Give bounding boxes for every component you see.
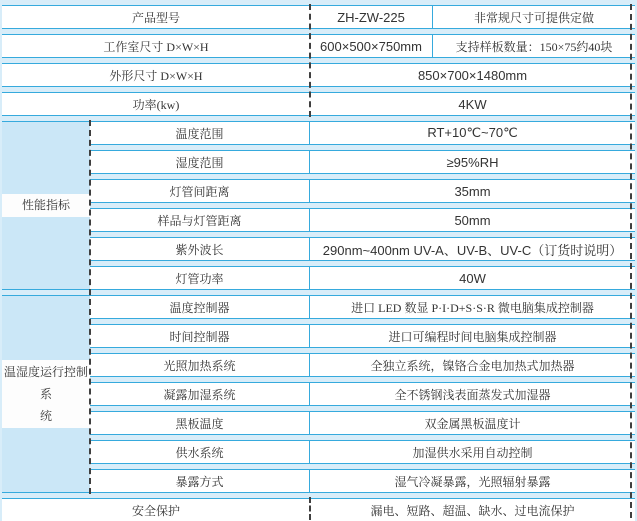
spec-label-workroom-size: 工作室尺寸 D×W×H — [2, 34, 310, 58]
spec-param-sample-lamp-distance: 样品与灯管距离 — [90, 208, 310, 232]
spec-value-lamp-power: 40W — [310, 266, 635, 290]
section-title-band — [2, 360, 90, 428]
spec-param-time-controller: 时间控制器 — [90, 324, 310, 348]
table-row — [2, 469, 635, 493]
product-spec-table — [2, 0, 635, 521]
spec-value-blackboard-temp: 双金属黑板温度计 — [310, 411, 635, 435]
table-row — [2, 411, 635, 435]
spec-extra-sample-capacity: 支持样板数量：150×75约40块 — [433, 34, 635, 58]
spec-label-outer-size: 外形尺寸 D×W×H — [2, 63, 310, 87]
spec-param-light-heating: 光照加热系统 — [90, 353, 310, 377]
spec-value-sample-lamp-distance: 50mm — [310, 208, 635, 232]
spec-value-light-heating: 全独立系统，镍铬合金电加热式加热器 — [310, 353, 635, 377]
table-row — [2, 353, 635, 377]
section-title-band: 性能指标 — [2, 194, 90, 217]
spec-param-exposure-mode: 暴露方式 — [90, 469, 310, 493]
section-title-control-system — [2, 295, 90, 493]
section-title-performance — [2, 121, 90, 290]
spec-label-power: 功率(kw) — [2, 92, 310, 116]
table-row — [2, 498, 635, 521]
spec-value-uv-wavelength: 290nm~400nm UV-A、UV-B、UV-C（订货时说明） — [310, 237, 635, 261]
spec-value-condensation-humidify: 全不锈钢浅表面蒸发式加湿器 — [310, 382, 635, 406]
spec-param-humidity-range: 湿度范围 — [90, 150, 310, 174]
spec-value-temp-range: RT+10℃~70℃ — [310, 121, 635, 145]
table-row — [2, 208, 635, 232]
section-title-line1: 温湿度运行控制系 — [3, 365, 88, 401]
table-row — [2, 5, 635, 29]
spec-value-time-controller: 进口可编程时间电脑集成控制器 — [310, 324, 635, 348]
spec-value-outer-size: 850×700×1480mm — [310, 63, 635, 87]
table-row — [2, 34, 635, 58]
spec-value-lamp-spacing: 35mm — [310, 179, 635, 203]
spec-param-temp-controller: 温度控制器 — [90, 295, 310, 319]
spec-param-water-supply: 供水系统 — [90, 440, 310, 464]
table-row — [2, 121, 635, 145]
spec-value-product-model: ZH-ZW-225 — [310, 5, 433, 29]
spec-param-lamp-power: 灯管功率 — [90, 266, 310, 290]
section-title-line2: 统 — [39, 409, 52, 423]
spec-label-safety-protection: 安全保护 — [2, 498, 310, 521]
spec-extra-custom-size-note: 非常规尺寸可提供定做 — [433, 5, 635, 29]
spec-param-lamp-spacing: 灯管间距离 — [90, 179, 310, 203]
spec-value-humidity-range: ≥95%RH — [310, 150, 635, 174]
spec-param-condensation-humidify: 凝露加湿系统 — [90, 382, 310, 406]
spec-value-safety-protection: 漏电、短路、超温、缺水、过电流保护 — [310, 498, 635, 521]
table-row — [2, 237, 635, 261]
table-row — [2, 150, 635, 174]
spec-value-temp-controller: 进口 LED 数显 P·I·D+S·S·R 微电脑集成控制器 — [310, 295, 635, 319]
table-row — [2, 324, 635, 348]
table-row — [2, 440, 635, 464]
table-row — [2, 382, 635, 406]
table-row — [2, 92, 635, 116]
spec-value-power: 4KW — [310, 92, 635, 116]
table-row — [2, 295, 635, 319]
spec-value-exposure-mode: 湿气冷凝暴露，光照辐射暴露 — [310, 469, 635, 493]
spec-param-uv-wavelength: 紫外波长 — [90, 237, 310, 261]
table-row — [2, 179, 635, 203]
spec-value-workroom-size: 600×500×750mm — [310, 34, 433, 58]
spec-value-water-supply: 加湿供水采用自动控制 — [310, 440, 635, 464]
spec-param-blackboard-temp: 黑板温度 — [90, 411, 310, 435]
spec-label-product-model: 产品型号 — [2, 5, 310, 29]
spec-param-temp-range: 温度范围 — [90, 121, 310, 145]
table-row — [2, 63, 635, 87]
table-row — [2, 266, 635, 290]
